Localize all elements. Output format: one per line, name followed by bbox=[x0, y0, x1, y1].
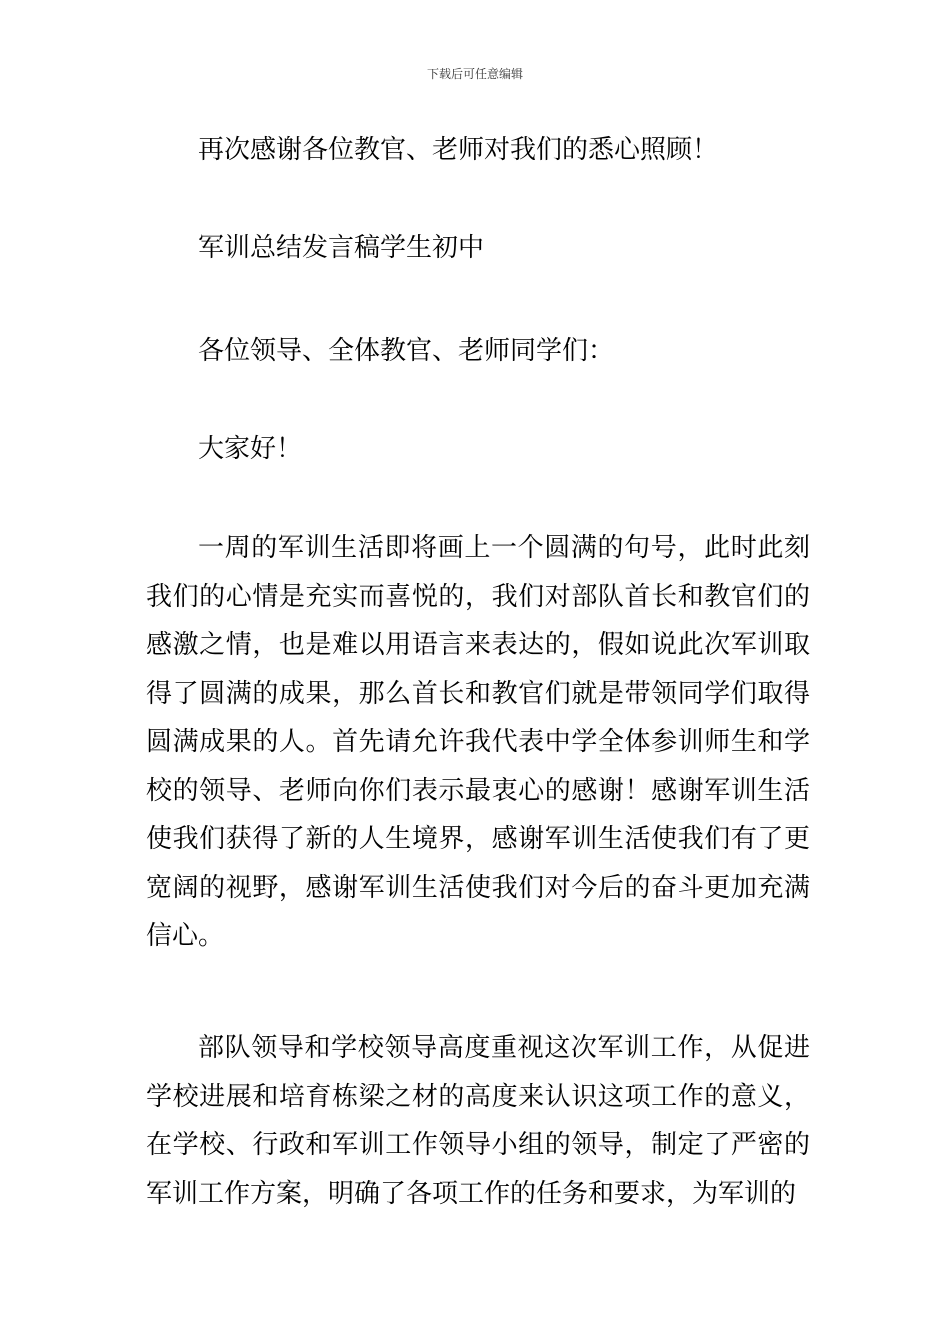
salutation-line: 各位领导、全体教官、老师同学们： bbox=[198, 336, 615, 366]
greeting-line: 大家好！ bbox=[198, 434, 303, 464]
body-paragraph-1: 一周的军训生活即将画上一个圆满的句号，此时此刻我们的心情是充实而喜悦的，我们对部队首长和教官们的感激之情，也是难以用语言来表达的，假如说此次军训取得了圆满的成果，那么首长和教官们就是带领同学们取得圆满成果的人。首先请允许我代表中学全体参训师生和学校的领导、老师向你们表示最衷心的感谢！感谢军训生活使我们获得了新的人生境界，感谢军训生活使我们有了更宽阔的视野，感谢军训生活使我们对今后的奋斗更加充满信心。 bbox=[146, 533, 810, 951]
document-title: 军训总结发言稿学生初中 bbox=[198, 233, 485, 263]
thanks-line: 再次感谢各位教官、老师对我们的悉心照顾！ bbox=[198, 135, 719, 165]
page-header: 下载后可任意编辑 bbox=[426, 67, 523, 81]
body-paragraph-2: 部队领导和学校领导高度重视这次军训工作，从促进学校进展和培育栋梁之材的高度来认识这项工作的意义，在学校、行政和军训工作领导小组的领导，制定了严密的军训工作方案，明确了各项工作的任务和要求，为军训的 bbox=[146, 1033, 810, 1209]
